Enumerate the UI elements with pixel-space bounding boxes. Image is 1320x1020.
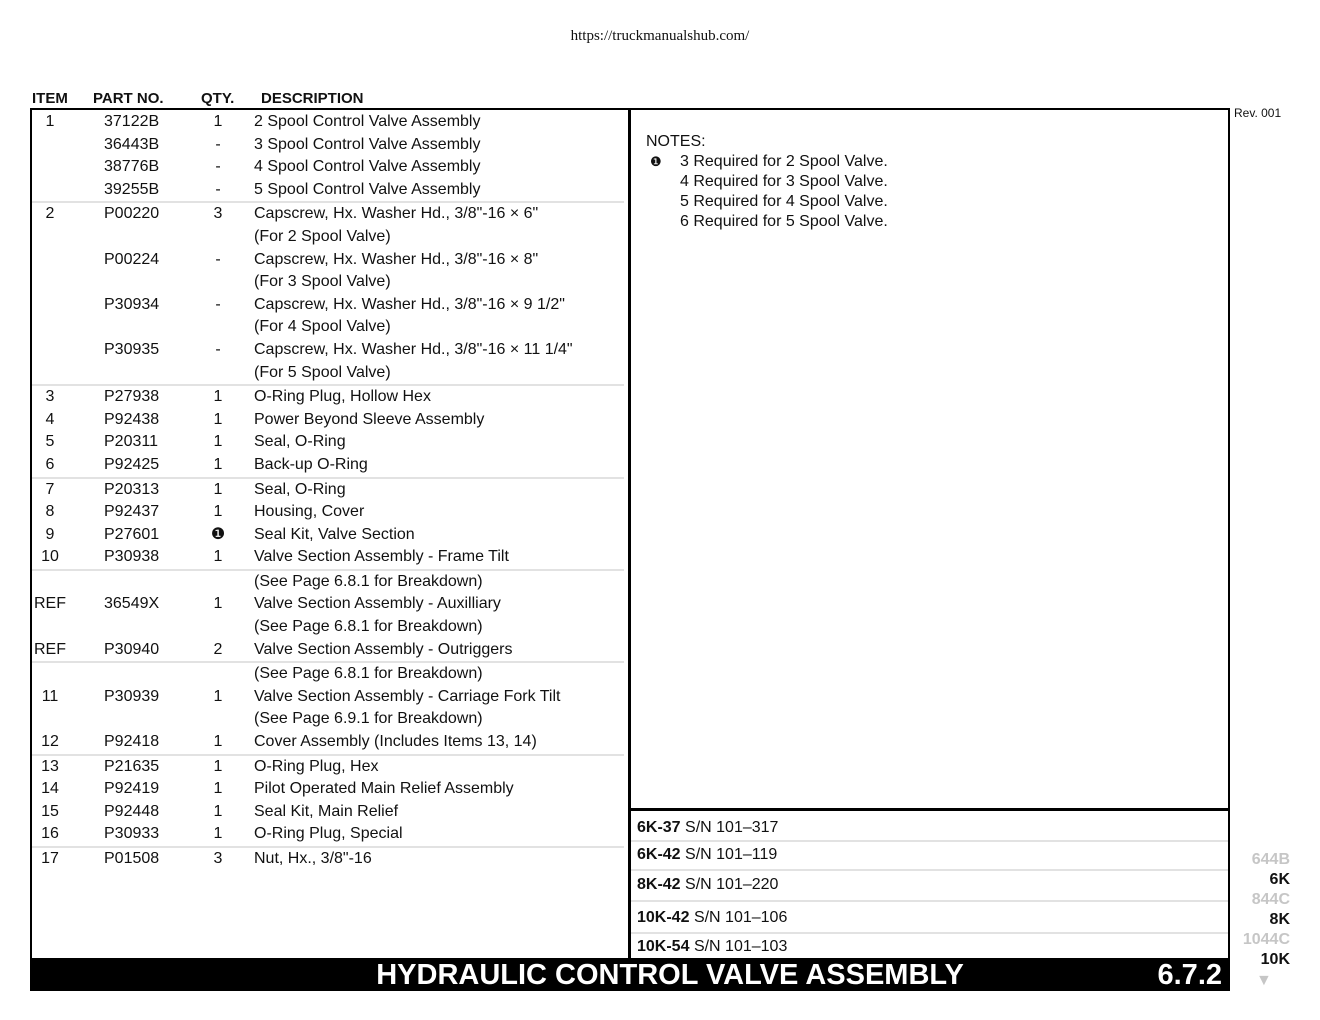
- description: (See Page 6.8.1 for Breakdown): [254, 618, 483, 636]
- model-divider: [631, 869, 1228, 871]
- description: O-Ring Plug, Special: [254, 825, 403, 843]
- model-name: 10K-42: [637, 909, 690, 926]
- model-name: 10K-54: [637, 938, 690, 955]
- part-number: P01508: [104, 850, 160, 867]
- side-model-844c[interactable]: 844C: [1251, 891, 1290, 908]
- table-row: [32, 524, 624, 547]
- quantity: 2: [213, 640, 223, 658]
- quantity: 1: [213, 480, 223, 498]
- side-model-1044c[interactable]: 1044C: [1242, 931, 1290, 948]
- model-row: [637, 818, 778, 838]
- model-serial: S/N 101–103: [693, 938, 788, 955]
- description: Valve Section Assembly - Frame Tilt: [254, 548, 509, 566]
- table-row: [32, 801, 624, 824]
- note-line: [646, 212, 888, 232]
- description: Nut, Hx., 3/8"-16: [254, 850, 372, 867]
- header-part-no: PART NO.: [93, 90, 164, 107]
- model-serial: S/N 101–220: [685, 876, 779, 893]
- model-serial: S/N 101–106: [693, 909, 788, 926]
- description: (See Page 6.8.1 for Breakdown): [254, 665, 483, 683]
- quantity: -: [215, 295, 221, 313]
- quantity: 3: [213, 205, 223, 223]
- notes-block: [646, 132, 888, 232]
- table-row: [32, 134, 624, 157]
- table-row: [32, 271, 624, 294]
- model-name: 8K-42: [637, 876, 681, 893]
- quantity: 1: [213, 113, 223, 130]
- parts-table: [32, 111, 624, 871]
- quantity: -: [215, 250, 221, 268]
- note-bullet-icon: ❶: [650, 154, 662, 169]
- quantity: 3: [213, 850, 223, 867]
- model-row: [637, 937, 787, 957]
- part-number: P30933: [104, 825, 160, 843]
- quantity: -: [215, 180, 221, 198]
- item-number: 2: [45, 205, 55, 223]
- column-divider: [628, 108, 631, 960]
- model-name: 6K-42: [637, 846, 681, 863]
- quantity: 1: [213, 503, 223, 521]
- table-row: [32, 477, 624, 502]
- quantity: 1: [213, 825, 223, 843]
- model-row: [637, 908, 787, 928]
- table-row: [32, 111, 624, 134]
- model-row: [637, 875, 778, 895]
- note-text: 5 Required for 4 Spool Valve.: [680, 193, 888, 210]
- part-number: P92438: [104, 410, 160, 428]
- table-row: [32, 156, 624, 179]
- table-row: [32, 546, 624, 569]
- description: Capscrew, Hx. Washer Hd., 3/8"-16 × 8": [254, 250, 539, 268]
- header-item: ITEM: [32, 90, 68, 107]
- quantity: 1: [213, 455, 223, 473]
- description: Valve Section Assembly - Carriage Fork Tilt: [254, 687, 561, 705]
- quantity: 1: [213, 757, 223, 775]
- description: 3 Spool Control Valve Assembly: [254, 135, 481, 153]
- notes-title: NOTES:: [646, 133, 706, 150]
- quantity: 1: [213, 433, 223, 451]
- table-row: [32, 593, 624, 616]
- description: Back-up O-Ring: [254, 455, 368, 473]
- table-row: [32, 249, 624, 272]
- quantity: 1: [213, 388, 223, 406]
- source-url[interactable]: https://truckmanualshub.com/: [570, 28, 750, 44]
- item-number: 6: [45, 455, 55, 473]
- note-text: 6 Required for 5 Spool Valve.: [680, 213, 888, 230]
- item-number: 4: [45, 410, 55, 428]
- part-number: P92419: [104, 780, 160, 798]
- table-row: [32, 201, 624, 226]
- part-number: P30935: [104, 340, 160, 358]
- item-number: 15: [41, 802, 59, 820]
- table-row: [32, 778, 624, 801]
- table-row: [32, 823, 624, 846]
- table-row: [32, 316, 624, 339]
- description: (For 2 Spool Valve): [254, 227, 391, 245]
- model-divider: [631, 840, 1228, 842]
- table-row: [32, 569, 624, 594]
- item-number: 1: [45, 113, 55, 130]
- description: Valve Section Assembly - Outriggers: [254, 640, 513, 658]
- item-number: 10: [41, 548, 59, 566]
- note-line: [646, 172, 888, 192]
- model-serial: S/N 101–317: [685, 819, 779, 836]
- quantity: 1: [213, 802, 223, 820]
- table-row: [32, 639, 624, 662]
- description: (For 4 Spool Valve): [254, 318, 391, 336]
- part-number: P92437: [104, 503, 160, 521]
- description: Seal Kit, Valve Section: [254, 525, 415, 543]
- quantity: -: [215, 340, 221, 358]
- arrow-down-icon[interactable]: ▼: [1256, 972, 1272, 989]
- description: Seal, O-Ring: [254, 433, 346, 451]
- note-line: [646, 192, 888, 212]
- revision-label: Rev. 001: [1234, 106, 1282, 120]
- item-number: 3: [45, 388, 55, 406]
- note-line: [646, 152, 888, 172]
- description: Seal Kit, Main Relief: [254, 802, 399, 820]
- table-row: [32, 708, 624, 731]
- part-number: 36549X: [104, 595, 160, 613]
- part-number: P20313: [104, 480, 160, 498]
- header-qty: QTY.: [201, 90, 235, 107]
- description: O-Ring Plug, Hex: [254, 757, 379, 775]
- quantity: 1: [213, 548, 223, 566]
- description: 4 Spool Control Valve Assembly: [254, 158, 481, 176]
- quantity: 1: [213, 410, 223, 428]
- part-number: P27938: [104, 388, 160, 406]
- table-row: [32, 661, 624, 686]
- description: Capscrew, Hx. Washer Hd., 3/8"-16 × 9 1/2": [254, 295, 565, 313]
- description: O-Ring Plug, Hollow Hex: [254, 388, 431, 406]
- part-number: 37122B: [104, 113, 160, 130]
- description: 2 Spool Control Valve Assembly: [254, 113, 481, 130]
- part-number: P30934: [104, 295, 160, 313]
- table-row: [32, 846, 624, 871]
- description: (For 5 Spool Valve): [254, 363, 391, 381]
- description: Capscrew, Hx. Washer Hd., 3/8"-16 × 11 1/4": [254, 340, 573, 358]
- item-number: 17: [41, 850, 59, 867]
- part-number: P20311: [104, 433, 158, 451]
- title-bar: [30, 960, 1230, 991]
- side-model-8k[interactable]: 8K: [1269, 911, 1290, 928]
- item-number: REF: [34, 640, 66, 658]
- table-row: [32, 754, 624, 779]
- model-row: [637, 845, 777, 865]
- part-number: P92425: [104, 455, 160, 473]
- description: Housing, Cover: [254, 503, 365, 521]
- table-row: [32, 226, 624, 249]
- quantity: 1: [213, 687, 223, 705]
- item-number: 12: [41, 733, 59, 751]
- side-model-644b[interactable]: 644B: [1251, 851, 1290, 868]
- description: Seal, O-Ring: [254, 480, 346, 498]
- item-number: REF: [34, 595, 66, 613]
- item-number: 8: [45, 503, 55, 521]
- quantity: -: [215, 135, 221, 153]
- part-number: 36443B: [104, 135, 160, 153]
- table-row: [32, 616, 624, 639]
- part-number: P27601: [104, 525, 160, 543]
- table-row: [32, 384, 624, 409]
- side-model-10k[interactable]: 10K: [1260, 951, 1290, 968]
- part-number: P30939: [104, 687, 160, 705]
- part-number: P00220: [104, 205, 160, 223]
- description: (See Page 6.9.1 for Breakdown): [254, 710, 483, 728]
- table-row: [32, 431, 624, 454]
- part-number: P21635: [104, 757, 160, 775]
- part-number: P30938: [104, 548, 160, 566]
- models-top-rule: [631, 808, 1230, 811]
- model-serial: S/N 101–119: [685, 846, 778, 863]
- part-number: P00224: [104, 250, 160, 268]
- item-number: 7: [45, 480, 55, 498]
- quantity: 1: [213, 780, 223, 798]
- model-divider: [631, 900, 1228, 902]
- quantity: 1: [213, 733, 223, 751]
- description: 5 Spool Control Valve Assembly: [254, 180, 481, 198]
- description: Power Beyond Sleeve Assembly: [254, 410, 485, 428]
- table-row: [32, 409, 624, 432]
- description: (See Page 6.8.1 for Breakdown): [254, 572, 483, 590]
- quantity: 1: [213, 595, 223, 613]
- part-number: 38776B: [104, 158, 160, 176]
- description: Valve Section Assembly - Auxilliary: [254, 595, 501, 613]
- item-number: 16: [41, 825, 59, 843]
- table-row: [32, 362, 624, 385]
- table-row: [32, 454, 624, 477]
- table-row: [32, 731, 624, 754]
- model-divider: [631, 932, 1228, 934]
- description: Pilot Operated Main Relief Assembly: [254, 780, 514, 798]
- item-number: 13: [41, 757, 59, 775]
- note-text: 4 Required for 3 Spool Valve.: [680, 173, 888, 190]
- description: (For 3 Spool Valve): [254, 273, 391, 291]
- header-description: DESCRIPTION: [261, 90, 364, 107]
- note-text: 3 Required for 2 Spool Valve.: [680, 153, 888, 170]
- part-number: 39255B: [104, 180, 160, 198]
- page-title: HYDRAULIC CONTROL VALVE ASSEMBLY: [376, 959, 964, 991]
- item-number: 14: [41, 780, 59, 798]
- table-row: [32, 501, 624, 524]
- quantity: -: [215, 158, 221, 176]
- description: Capscrew, Hx. Washer Hd., 3/8"-16 × 6": [254, 205, 539, 223]
- part-number: P92418: [104, 733, 160, 751]
- table-row: [32, 686, 624, 709]
- side-model-6k[interactable]: 6K: [1269, 871, 1290, 888]
- part-number: P92448: [104, 802, 160, 820]
- table-row: [32, 339, 624, 362]
- item-number: 11: [41, 687, 59, 705]
- model-name: 6K-37: [637, 819, 681, 836]
- table-row: [32, 179, 624, 202]
- page-number: 6.7.2: [1157, 959, 1222, 991]
- quantity: ❶: [210, 525, 226, 543]
- item-number: 9: [45, 525, 55, 543]
- table-row: [32, 294, 624, 317]
- item-number: 5: [45, 433, 55, 451]
- part-number: P30940: [104, 640, 160, 658]
- description: Cover Assembly (Includes Items 13, 14): [254, 733, 537, 751]
